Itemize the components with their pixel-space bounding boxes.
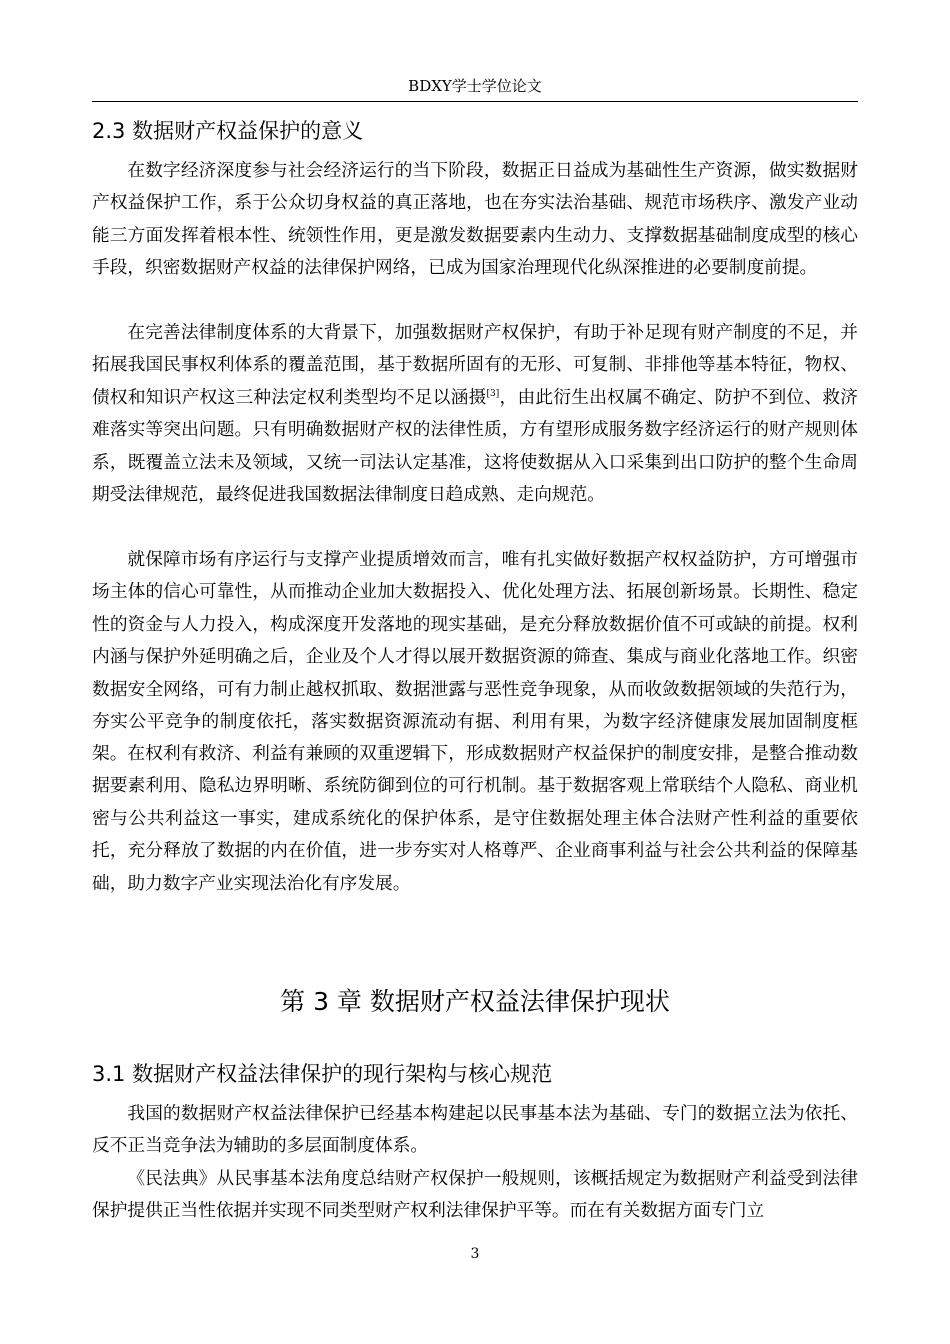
section-heading-3-1: 3.1 数据财产权益法律保护的现行架构与核心规范 [92,1062,553,1086]
paragraph-3-1-1: 我国的数据财产权益法律保护已经基本构建起以民事基本法为基础、专门的数据立法为依托、反不正当竞争法为辅助的多层面制度体系。 [92,1104,858,1157]
paragraph-2-3-2-text-b: ，由此衍生出权属不确定、防护不到位、救济难落实等突出问题。只有明确数据财产权的法律性质，方有望形成服务数字经济运行的财产规则体系，既覆盖立法未及领域，又统一司法认定基准，这将使数据从入口采集到出口防护的整个生命周期受法律规范，最终促进我国数据法律制度日趋成熟、走向规范。 [92,387,858,506]
paragraph-2-3-2 [92,317,858,511]
paragraph-3-1-2: 《民法典》从民事基本法角度总结财产权保护一般规则，该概括规定为数据财产利益受到法律保护提供正当性依据并实现不同类型财产权利法律保护平等。而在有关数据方面专门立 [92,1169,858,1222]
running-header: BDXY学士学位论文 [408,77,542,95]
citation-3[interactable]: [3] [486,388,500,399]
header-rule [92,101,858,102]
paragraph-2-3-2-text-a: 在完善法律制度体系的大背景下，加强数据财产权保护，有助于补足现有财产制度的不足，并拓展我国民事权利体系的覆盖范围，基于数据所固有的无形、可复制、非排他等基本特征，物权、债权和知识产权这三种法定权利类型均不足以涵摄 [92,323,858,408]
page-number: 3 [470,1246,480,1262]
paragraph-2-3-3: 就保障市场有序运行与支撑产业提质增效而言，唯有扎实做好数据产权权益防护，方可增强市场主体的信心可靠性，从而推动企业加大数据投入、优化处理方法、拓展创新场景。长期性、稳定性的资金与人力投入，构成深度开发落地的现实基础，是充分释放数据价值不可或缺的前提。权利内涵与保护外延明确之后，企业及个人才得以展开数据资源的筛查、集成与商业化落地工作。织密数据安全网络，可有力制止越权抓取、数据泄露与恶性竞争现象，从而收敛数据领域的失范行为，夯实公平竞争的制度依托，落实数据资源流动有据、利用有果，为数字经济健康发展加固制度框架。 [92,550,858,765]
paragraph-2-3-1: 在数字经济深度参与社会经济运行的当下阶段，数据正日益成为基础性生产资源，做实数据财产权益保护工作，系于公众切身权益的真正落地，也在夯实法治基础、规范市场秩序、激发产业动能三方面发挥着根本性、统领性作用，更是激发数据要素内生动力、支撑数据基础制度成型的核心手段，织密数据财产权益的法律保护网络，已成为国家治理现代化纵深推进的必要制度前提。 [92,161,858,279]
chapter-heading-3: 第 3 章 数据财产权益法律保护现状 [280,987,670,1016]
paragraph-2-3-4: 在权利有救济、利益有兼顾的双重逻辑下，形成数据财产权益保护的制度安排，是整合推动数据要素利用、隐私边界明晰、系统防御到位的可行机制。基于数据客观上常联结个人隐私、商业机密与公共利益这一事实，建成系统化的保护体系，是守住数据处理主体合法财产性利益的重要依托，充分释放了数据的内在价值，进一步夯实对人格尊严、企业商事利益与社会公共利益的保障基础，助力数字产业实现法治化有序发展。 [92,744,858,894]
section-heading-2-3: 2.3 数据财产权益保护的意义 [92,119,364,143]
